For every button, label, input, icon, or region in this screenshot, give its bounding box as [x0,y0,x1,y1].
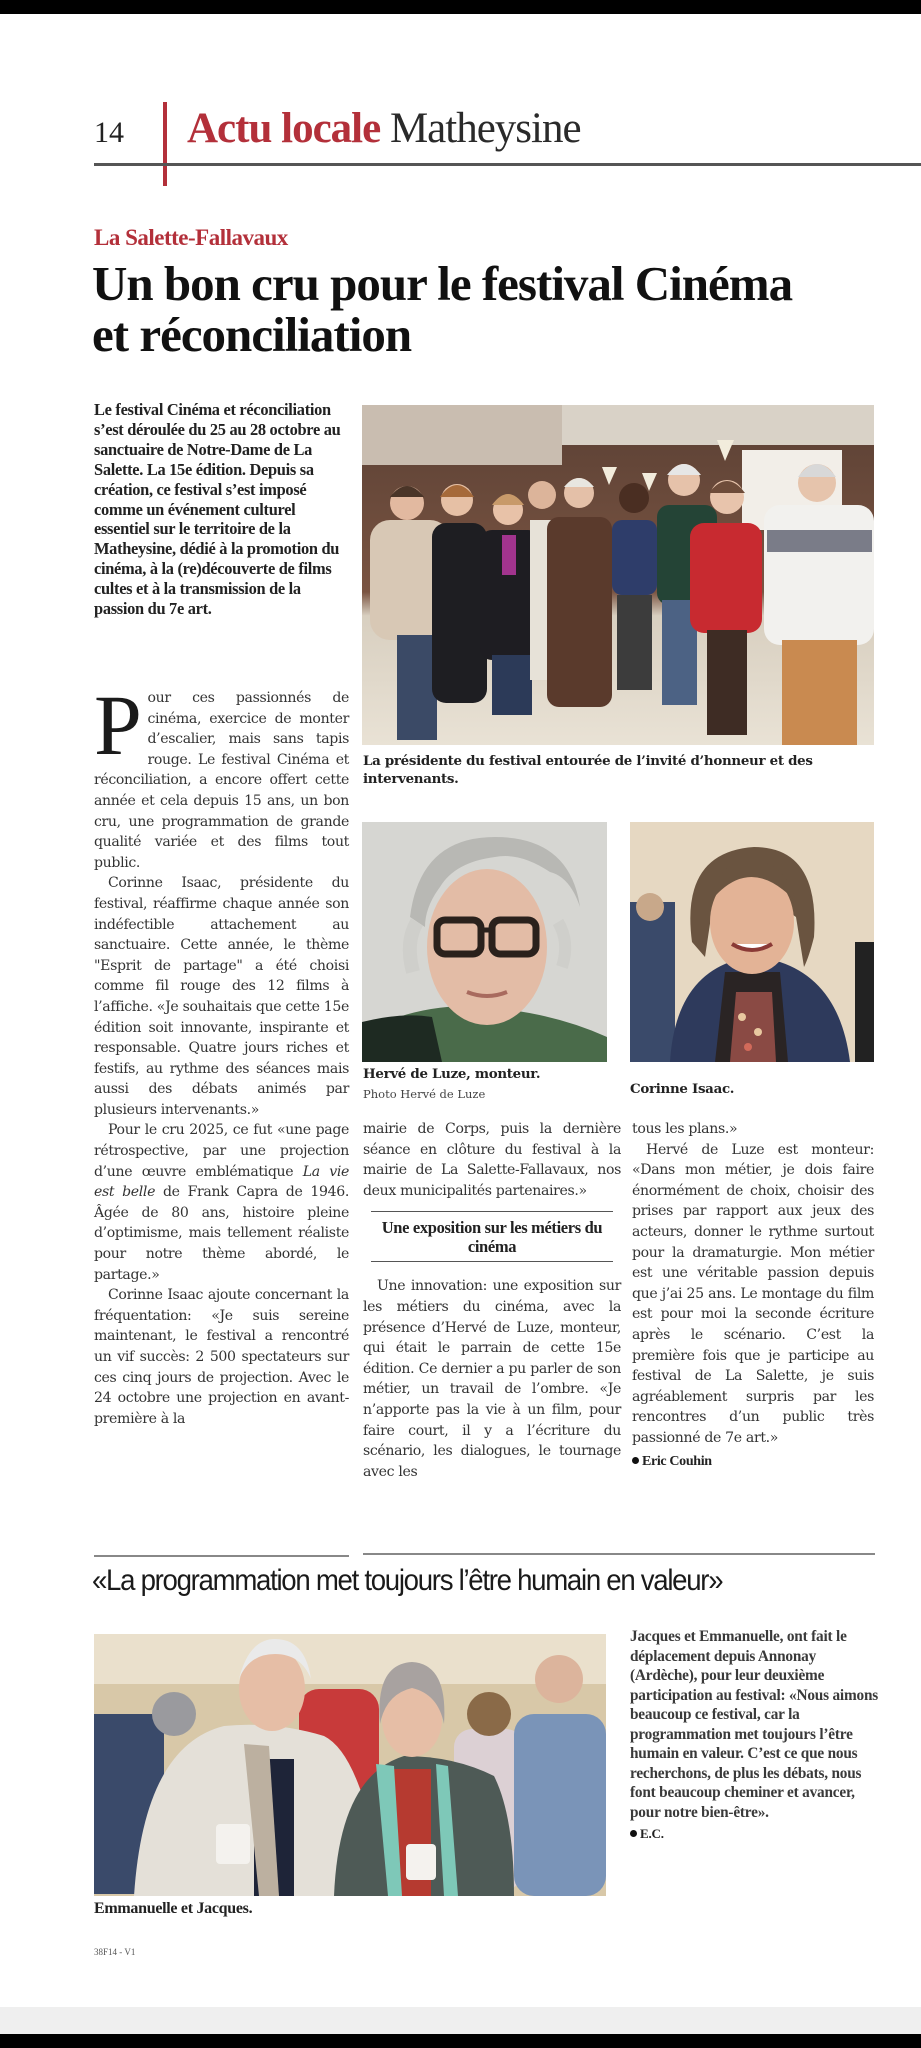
article-paragraph: tous les plans.» [632,1121,738,1137]
couple-photo [94,1634,606,1896]
article-paragraph: Corinne Isaac ajoute concernant la fréquentation: «Je suis sereine maintenant, le festival a rencontré un vif succès: 2 500 spectateurs sur ces cinq jours de projection. Avec le 24 octobre une projection en avant-première à la [94,1287,349,1427]
herve-de-luze-photo-credit: Photo Hervé de Luze [363,1087,486,1101]
section-divider-rule [363,1553,875,1555]
box-byline [630,1824,880,1844]
bottom-black-bar [0,2034,921,2048]
article-title: Un bon cru pour le festival Cinéma et réconciliation [92,256,793,362]
article-subheading: Une exposition sur les métiers du cinéma [371,1211,613,1262]
herve-de-luze-image [362,822,607,1062]
article-paragraph: Une innovation: une exposition sur les métiers du cinéma, avec la présence d’Hervé de Luze, monteur, qui était le parrain de cette 15e édition. Ce dernier a pu parler de son métier, un travail de l’ombre. «Je n’apporte pas la vie à un film, pour faire court, il y a l’écriture du scénario, les dialogues, le tournage avec les [363,1278,621,1480]
article-paragraph-text: Pour le cru 2025, ce fut «une page rétrospective, par une projection d’une œuvre emblématique [94,1122,349,1180]
article-column-3 [632,1119,874,1472]
box-paragraph: Jacques et Emmanuelle, ont fait le déplacement depuis Annonay (Ardèche), pour leur deuxième participation au festival: «Nous aimons beaucoup ce festival, car la programmation met toujours l’être humain en valeur. C’est ce que nous recherchons, de plus les débats, nous font beaucoup cheminer et avancer, pour notre bien-être». [630,1628,879,1821]
bullet-icon [630,1830,637,1837]
article-kicker: La Salette-Fallavaux [94,225,288,250]
couple-photo-caption: Emmanuelle et Jacques. [94,1900,253,1917]
page-number: 14 [94,116,124,149]
herve-de-luze-photo [362,822,607,1062]
box-headline: «La programmation met toujours l’être humain en valeur» [92,1564,723,1597]
page-folio: 38F14 - V1 [94,1947,136,1957]
article-column-2 [363,1119,621,1482]
bottom-gray-band [0,2007,921,2035]
column-1-bottom-rule [94,1555,349,1557]
corinne-isaac-photo [630,822,874,1062]
bullet-icon [632,1457,639,1464]
article-paragraph [94,1120,349,1285]
section-title-black: Matheysine [389,105,581,152]
article-paragraph-text: de Frank Capra de 1946. Âgée de 80 ans, histoire pleine d’optimisme, mais tellement réaliste pour notre thème abordé, le partage.» [94,1184,349,1283]
article-byline [632,1452,874,1473]
article-byline-name: Eric Couhin [642,1453,712,1469]
article-paragraph: Corinne Isaac, présidente du festival, réaffirme chaque année son indéfectible attachement au sanctuaire. Cette année, le thème "Esprit de partage" a été choisi comme fil rouge des 12 films à l’affiche. «Je souhaitais que cette 15e édition soit innovante, inspirante et responsable. Quatre jours riches et festifs, au rythme des séances mais aussi des débats animés par plusieurs intervenants.» [94,875,349,1118]
article-paragraph-text: our ces passionnés de cinéma, exercice de monter d’escalier, mais sans tapis rouge. Le festival Cinéma et réconciliation, a encore offert cette année et cela depuis 15 ans, un bon cru, une programmation de grande qualité variée et des films tout public. [94,690,349,871]
article-paragraph [94,677,349,873]
group-photo-caption: La présidente du festival entourée de l’invité d’honneur et des intervenants. [363,753,813,787]
group-photo [362,405,874,745]
drop-cap: P [94,677,142,773]
section-title-red: Actu locale [187,105,381,152]
film-title: La vie est belle [94,1163,349,1201]
box-byline-name: E.C. [640,1826,664,1841]
section-title [187,104,581,153]
corinne-isaac-image [630,822,874,1062]
couple-photo-image [94,1634,606,1896]
top-black-bar [0,0,921,14]
article-column-1 [94,677,349,1429]
article-paragraph: mairie de Corps, puis la dernière séance en clôture du festival à la mairie de La Salette-Fallavaux, nos deux municipalités partenaires.» [363,1121,621,1199]
box-text [630,1627,880,1844]
header-red-divider [163,102,167,186]
group-photo-image [362,405,874,745]
article-lead: Le festival Cinéma et réconciliation s’est déroulée du 25 au 28 octobre au sanctuaire de Notre-Dame de La Salette. La 15e édition. Depuis sa création, ce festival s’est imposé comme un événement culturel essentiel sur le territoire de la Matheysine, dédié à la promotion du cinéma, à la (re)découverte de films cultes et à la transmission de la passion du 7e art. [94,400,341,619]
corinne-isaac-caption: Corinne Isaac. [630,1081,735,1097]
header-rule [94,163,921,166]
article-paragraph: Hervé de Luze est monteur: «Dans mon métier, je dois faire énormément de choix, choisir des prises par rapport aux jeux des acteurs, donner le rythme surtout pour la dramaturgie. Mon métier est une véritable passion depuis que j’ai 25 ans. Le montage du film est pour moi la seconde écriture après le scénario. C’est la première fois que je participe au festival de La Salette, je suis agréablement surpris par les rencontres d’un public très passionné de 7e art.» [632,1141,874,1446]
herve-de-luze-caption: Hervé de Luze, monteur. [363,1066,541,1082]
